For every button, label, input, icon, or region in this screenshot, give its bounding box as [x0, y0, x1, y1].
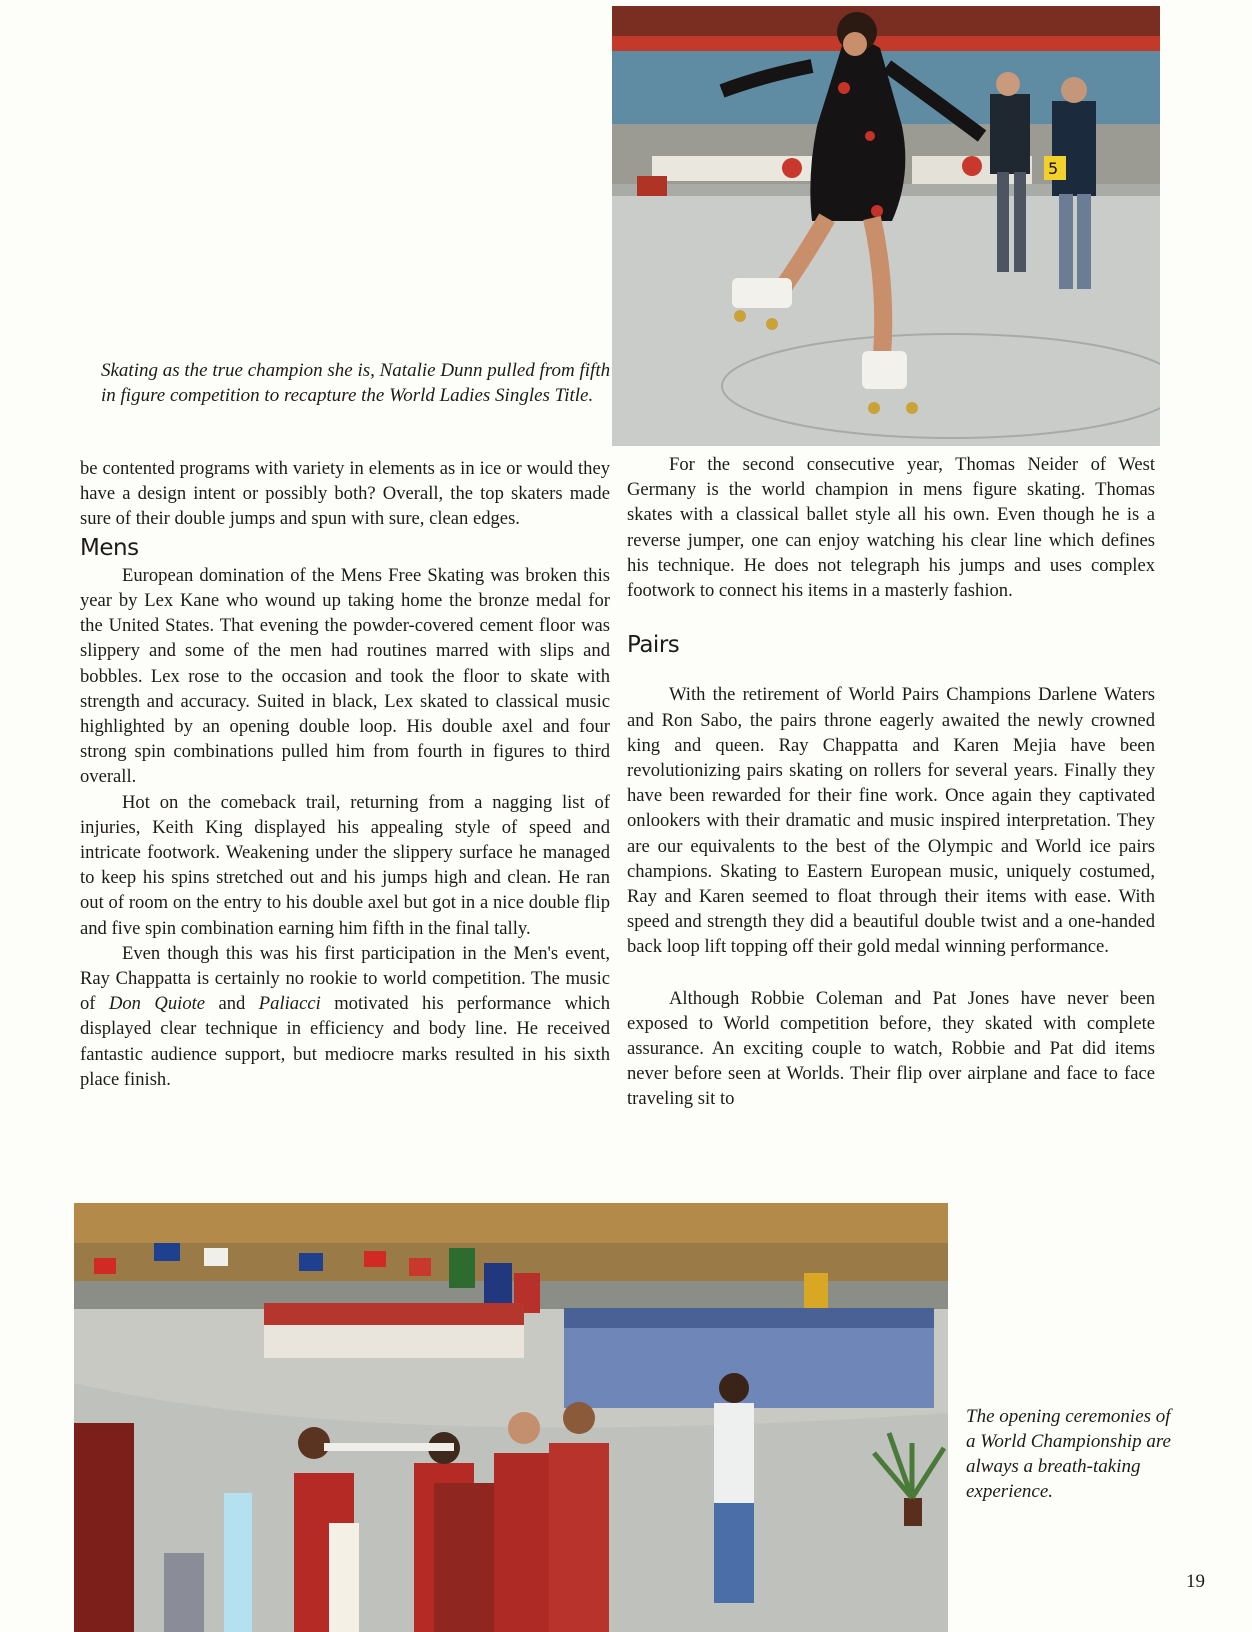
photo-caption-top: Skating as the true champion she is, Natalie Dunn pulled from fifth in figure competition to recapture the World Ladies Singles Title.: [101, 360, 611, 406]
section-heading-pairs: Pairs: [627, 632, 680, 659]
pairs-paragraph-2: Although Robbie Coleman and Pat Jones have never been exposed to World competition before, they skated with complete assurance. An exciting couple to watch, Robbie and Pat did items never before seen at Worlds. Their flip over airplane and face to face traveling sit to: [627, 987, 1155, 1110]
section-heading-mens: Mens: [80, 534, 139, 561]
music-title-paliacci: Paliacci: [258, 993, 321, 1015]
left-column: [80, 456, 610, 1092]
opening-ceremony-photo: [74, 1203, 948, 1632]
page-number: 19: [1186, 1571, 1205, 1592]
right-column: [627, 452, 1155, 1112]
skater-photo: [612, 6, 1160, 446]
left-intro-paragraph: be contented programs with variety in elements as in ice or would they have a design intent or possibly both? Overall, the top skaters made sure of their double jumps and spun with sure, clean edges.: [80, 458, 610, 530]
judge-number: 5: [1048, 159, 1059, 178]
photo-caption-bottom: The opening ceremonies of a World Championship are always a breath-taking experience.: [966, 1406, 1171, 1502]
mens-paragraph-3: [80, 941, 610, 1092]
mens-paragraph-2: Hot on the comeback trail, returning from a nagging list of injuries, Keith King displayed his appealing style of speed and intricate footwork. Weakening under the slippery surface he managed to keep his spins stretched out and his jumps high and clean. He ran out of room on the entry to his double axel but got in a nice double flip and five spin combination earning him fifth in the final tally.: [80, 791, 610, 939]
mens-paragraph-3-text-a: Even though this was his first participation in the Men's event, Ray Chappatta is certainly no rookie to world competition. The music of: [80, 942, 610, 1015]
pairs-paragraph-1: With the retirement of World Pairs Champions Darlene Waters and Ron Sabo, the pairs throne eagerly awaited the newly crowned king and queen. Ray Chappatta and Karen Mejia have been revolutionizing pairs skating on rollers for several years. Finally they have been rewarded for their fine work. Once again they captivated onlookers with their dramatic and music inspired interpretation. They are our equivalents to the best of the Olympic and World ice pairs champions. Skating to Eastern European music, uniquely costumed, Ray and Karen seemed to float through their items with ease. With speed and strength they did a beautiful double twist and a one-handed back loop lift topping off their gold medal winning performance.: [627, 684, 1155, 958]
mens-paragraph-1: European domination of the Mens Free Skating was broken this year by Lex Kane who wound up taking home the bronze medal for the United States. That evening the powder-covered cement floor was slippery and some of the men had routines marred with slips and bobbles. Lex rose to the occasion and took the floor to skate with strength and accuracy. Suited in black, Lex skated to classical music highlighted by an opening double loop. His double axel and four strong spin combinations pulled him from fourth in figures to third overall.: [80, 564, 610, 788]
mens-paragraph-3-and: and: [205, 993, 259, 1015]
neider-paragraph: For the second consecutive year, Thomas Neider of West Germany is the world champion in mens figure skating. Thomas skates with a classical ballet style all his own. Even though he is a reverse jumper, one can enjoy watching his clear line which defines his technique. He does not telegraph his jumps and uses complex footwork to connect his items in a masterly fashion.: [627, 454, 1155, 602]
music-title-don-quiote: Don Quiote: [108, 993, 206, 1015]
mens-paragraph-3-text-b: motivated his performance which displayed clear technique in efficiency and body line. He received fantastic audience support, but mediocre marks resulted in his sixth place finish.: [80, 993, 611, 1090]
